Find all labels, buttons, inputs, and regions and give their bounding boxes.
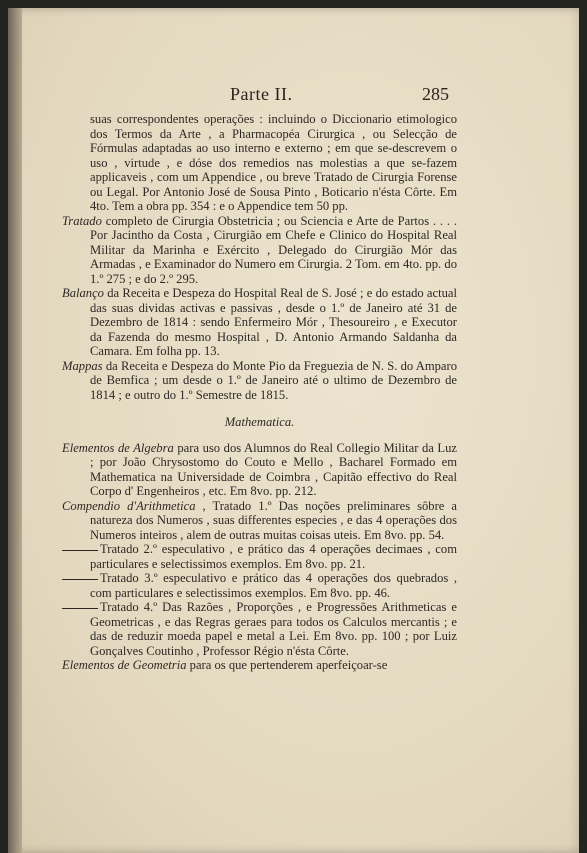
entry-balanco bbox=[62, 286, 457, 359]
entry-lead: Tratado bbox=[62, 213, 102, 228]
running-header bbox=[8, 84, 579, 106]
entry-elementos-algebra bbox=[62, 441, 457, 499]
entry-lead: Elementos de Geometria bbox=[62, 658, 187, 672]
book-page bbox=[8, 8, 579, 853]
entry-text: para os que pertenderem aperfeiçoar-se bbox=[186, 658, 388, 672]
running-title: Parte II. bbox=[230, 84, 293, 104]
entry-text: completo de Cirurgia Obstetricia ; ou Sciencia e Arte de Partos . . . . Por Jacintho da Costa , Cirurgião em Chefe e Clinico do Hospital Real Militar da Marinha e Exército , Delegado do Cirurgião Mór das Armadas , e Examinador do Numero em Cirurgia. 2 Tom. em 4to. pp. do 1.º 275 ; e do 2.º 295. bbox=[90, 213, 457, 286]
entry-text: da Receita e Despeza do Hospital Real de S. José ; e do estado actual das suas dividas activas e passivas , desde o 1.º de Janeiro até 31 de Dezembro de 1814 : sendo Enfermeiro Mór , Thesoureiro , e Executor da Fazenda do mesmo Hospital , D. Antonio Armando Saldanha da Camara. Em folha pp. 13. bbox=[90, 286, 457, 358]
entry-tratado-2 bbox=[62, 542, 457, 571]
entry-lead: Mappas bbox=[62, 358, 103, 373]
ditto-dash bbox=[62, 579, 98, 580]
entry-text: da Receita e Despeza do Monte Pio da Freguezia de N. S. do Amparo de Bemfica ; um desde o 1.º de Janeiro até o ultimo de Dezembro de 1814 ; e outro do 1.º Semestre de 1815. bbox=[90, 358, 457, 402]
entry-text: , Tratado 1.º Das noções preliminares sôbre a natureza dos Numeros , suas differentes especies , e das 4 operações dos Numeros inteiros , alem de outras muitas coisas uteis. Em 8vo. pp. 54. bbox=[90, 498, 457, 542]
section-title: Mathematica. bbox=[224, 415, 295, 429]
ditto-dash bbox=[62, 608, 98, 609]
entry-lead: Elementos de Algebra bbox=[62, 440, 174, 455]
entry-text: Tratado 2.º especulativo , e prático das 4 operações decimaes , com particulares e selectissimos exemplos. Em 8vo. pp. 21. bbox=[90, 542, 457, 571]
entry-tratado-4 bbox=[62, 600, 457, 658]
entry-tratado-3 bbox=[62, 571, 457, 600]
ditto-dash bbox=[62, 550, 98, 551]
entry-text: Tratado 4.º Das Razões , Proporções , e Progressões Arithmeticas e Geometricas , e das Regras geraes para todos os Calculos mercantis ; e das de reduzir moeda papel e metal a Lei. Em 8vo. pp. 100 ; por Luiz Gonçalves Coutinho , Professor Régio n'ésta Côrte. bbox=[90, 600, 457, 658]
entry-text: suas correspondentes operações : incluindo o Diccionario etimologico dos Termos da Arte , a Pharmacopéa Cirurgica , ou Selecção de Fórmulas adaptadas ao uso interno e externo ; em que se-descrevem o uso , virtude , e dóse dos remedios nas molestias a que se-fazem applicaveis , com um Appendice , ou breve Tratado de Cirurgia Forense ou Legal. Por Antonio José de Sousa Pinto , Boticario n'ésta Côrte. Em 4to. Tem a obra pp. 354 : e o Appendice tem 50 pp. bbox=[90, 112, 457, 213]
entry-lead: Balanço bbox=[62, 286, 104, 300]
entry-text: Tratado 3.º especulativo e prático das 4 operações dos quebrados , com particulares e selectissimos exemplos. Em 8vo. pp. 46. bbox=[90, 571, 457, 600]
entry-lead: Compendio d'Arithmetica bbox=[62, 498, 196, 513]
entry-tratado-obstetricia bbox=[62, 214, 457, 287]
entry-continuation bbox=[62, 112, 457, 214]
page-number: 285 bbox=[422, 84, 449, 104]
entry-text: para uso dos Alumnos do Real Collegio Militar da Luz ; por João Chrysostomo do Couto e Mello , Bacharel Formado em Mathematica na Universidade de Coimbra , Capitão effectivo do Real Corpo d' Engenheiros , etc. Em 8vo. pp. 212. bbox=[90, 440, 457, 498]
page-spine-shadow bbox=[8, 8, 22, 853]
entry-mappas bbox=[62, 359, 457, 403]
entry-compendio-arithmetica bbox=[62, 499, 457, 543]
body-text bbox=[62, 112, 457, 673]
entry-elementos-geometria bbox=[62, 658, 457, 673]
